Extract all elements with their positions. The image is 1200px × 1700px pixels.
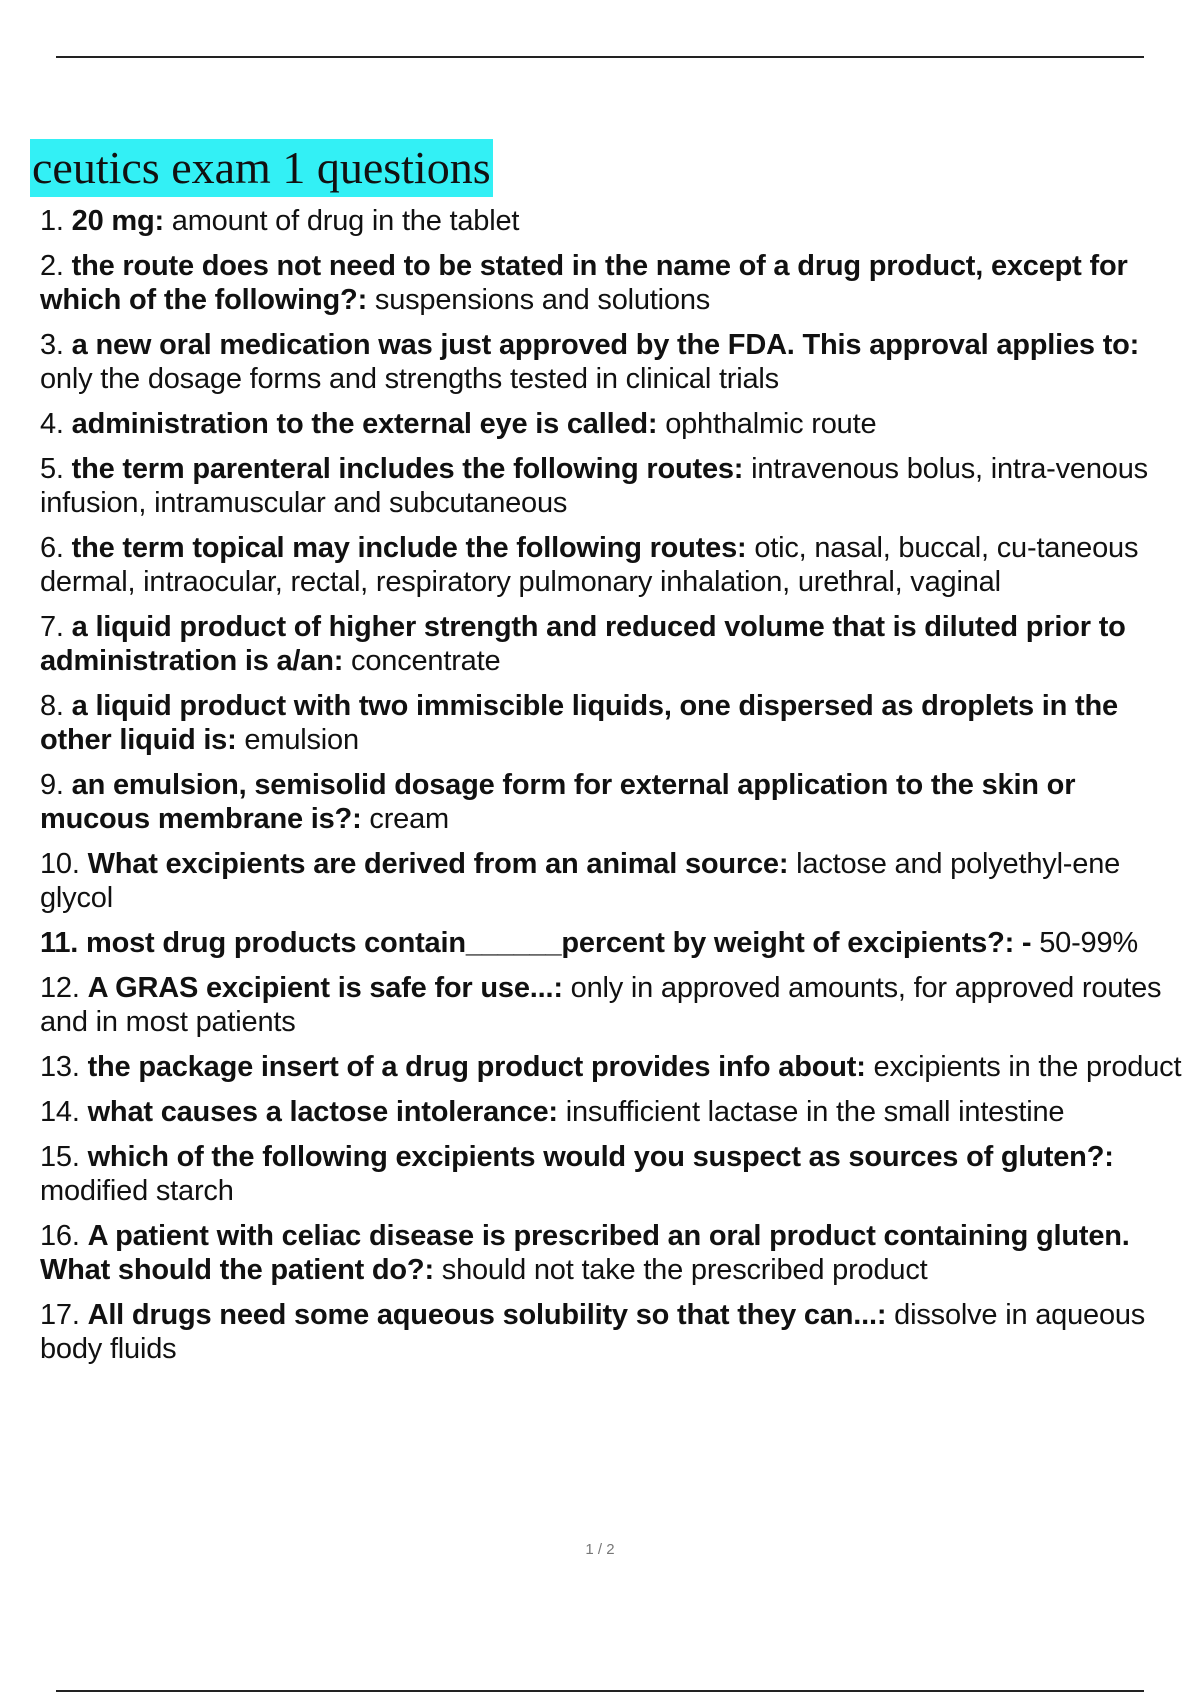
question-text: the term parenteral includes the following routes: <box>71 453 744 485</box>
question-number: 9. <box>40 769 72 801</box>
question-item <box>40 1095 1190 1129</box>
question-text: All drugs need some aqueous solubility so that they can...: <box>87 1299 887 1331</box>
question-text: A GRAS excipient is safe for use...: <box>87 972 563 1004</box>
document-title: ceutics exam 1 questions <box>32 142 491 193</box>
question-text: the term topical may include the following routes: <box>71 532 747 564</box>
question-text: the package insert of a drug product provides info about: <box>87 1051 866 1083</box>
question-number: 3. <box>40 329 72 361</box>
question-number: 14. <box>40 1096 88 1128</box>
answer-text: cream <box>361 803 449 835</box>
answer-text: 50-99% <box>1031 927 1138 959</box>
question-number: 16. <box>40 1220 88 1252</box>
question-number: 10. <box>40 848 88 880</box>
question-text: A patient with celiac disease is prescribed an oral product containing gluten. What should the patient do?: <box>40 1220 1130 1286</box>
question-text: a new oral medication was just approved by the FDA. This approval applies to: <box>71 329 1140 361</box>
answer-text: intravenous bolus, intra-venous infusion, intramuscular and subcutaneous <box>40 453 1148 519</box>
question-item <box>40 971 1190 1039</box>
question-number: 5. <box>40 453 72 485</box>
question-text: a liquid product with two immiscible liquids, one dispersed as droplets in the other liquid is: <box>40 690 1118 756</box>
question-number: 4. <box>40 408 72 440</box>
question-number: 13. <box>40 1051 88 1083</box>
question-item <box>40 1298 1190 1366</box>
question-number: 2. <box>40 250 72 282</box>
question-text: the route does not need to be stated in the name of a drug product, except for which of the following?: <box>40 250 1128 316</box>
question-text: what causes a lactose intolerance: <box>87 1096 558 1128</box>
question-number: 1. <box>40 205 72 237</box>
question-number: 8. <box>40 690 72 722</box>
answer-text: modified starch <box>40 1175 234 1207</box>
question-text: most drug products contain______percent by weight of excipients?: - <box>85 927 1032 959</box>
title-highlight <box>30 139 493 197</box>
answer-text: only the dosage forms and strengths tested in clinical trials <box>40 363 779 395</box>
answer-text: ophthalmic route <box>657 408 877 440</box>
answer-text: dissolve in aqueous body fluids <box>40 1299 1146 1365</box>
question-number: 12. <box>40 972 88 1004</box>
question-number: 7. <box>40 611 72 643</box>
question-item <box>40 1140 1190 1208</box>
answer-text: otic, nasal, buccal, cu-taneous dermal, intraocular, rectal, respiratory pulmonary inhalation, urethral, vaginal <box>40 532 1139 598</box>
question-item <box>40 1219 1190 1287</box>
answer-text: suspensions and solutions <box>367 284 711 316</box>
question-number: 6. <box>40 532 72 564</box>
question-number: 17. <box>40 1299 88 1331</box>
question-text: which of the following excipients would you suspect as sources of gluten?: <box>87 1141 1114 1173</box>
question-item <box>40 610 1190 678</box>
question-text: What excipients are derived from an animal source: <box>87 848 789 880</box>
question-item <box>40 249 1190 317</box>
question-item <box>40 407 1190 441</box>
question-item <box>40 452 1190 520</box>
question-item <box>40 328 1190 396</box>
question-item <box>40 926 1190 960</box>
answer-text: excipients in the product <box>865 1051 1182 1083</box>
answer-text: amount of drug in the tablet <box>163 205 520 237</box>
question-item <box>40 531 1190 599</box>
question-number: 15. <box>40 1141 88 1173</box>
answer-text: insufficient lactase in the small intestine <box>557 1096 1065 1128</box>
question-text: a liquid product of higher strength and reduced volume that is diluted prior to administration is a/an: <box>40 611 1126 677</box>
answer-text: concentrate <box>343 645 501 677</box>
page-number: 1 / 2 <box>585 1541 615 1558</box>
answer-text: should not take the prescribed product <box>433 1254 928 1286</box>
answer-text: lactose and polyethyl-ene glycol <box>40 848 1121 914</box>
question-text: administration to the external eye is called: <box>71 408 658 440</box>
question-text: an emulsion, semisolid dosage form for external application to the skin or mucous membrane is?: <box>40 769 1076 835</box>
question-item <box>40 847 1190 915</box>
question-text: 20 mg: <box>71 205 164 237</box>
question-item <box>40 689 1190 757</box>
question-item <box>40 204 1190 238</box>
question-list <box>40 204 1190 1377</box>
question-item <box>40 768 1190 836</box>
question-number: 11. <box>40 927 86 959</box>
answer-text: emulsion <box>236 724 359 756</box>
bottom-rule <box>56 1690 1144 1692</box>
question-item <box>40 1050 1190 1084</box>
top-rule <box>56 56 1144 58</box>
answer-text: only in approved amounts, for approved routes and in most patients <box>40 972 1162 1038</box>
